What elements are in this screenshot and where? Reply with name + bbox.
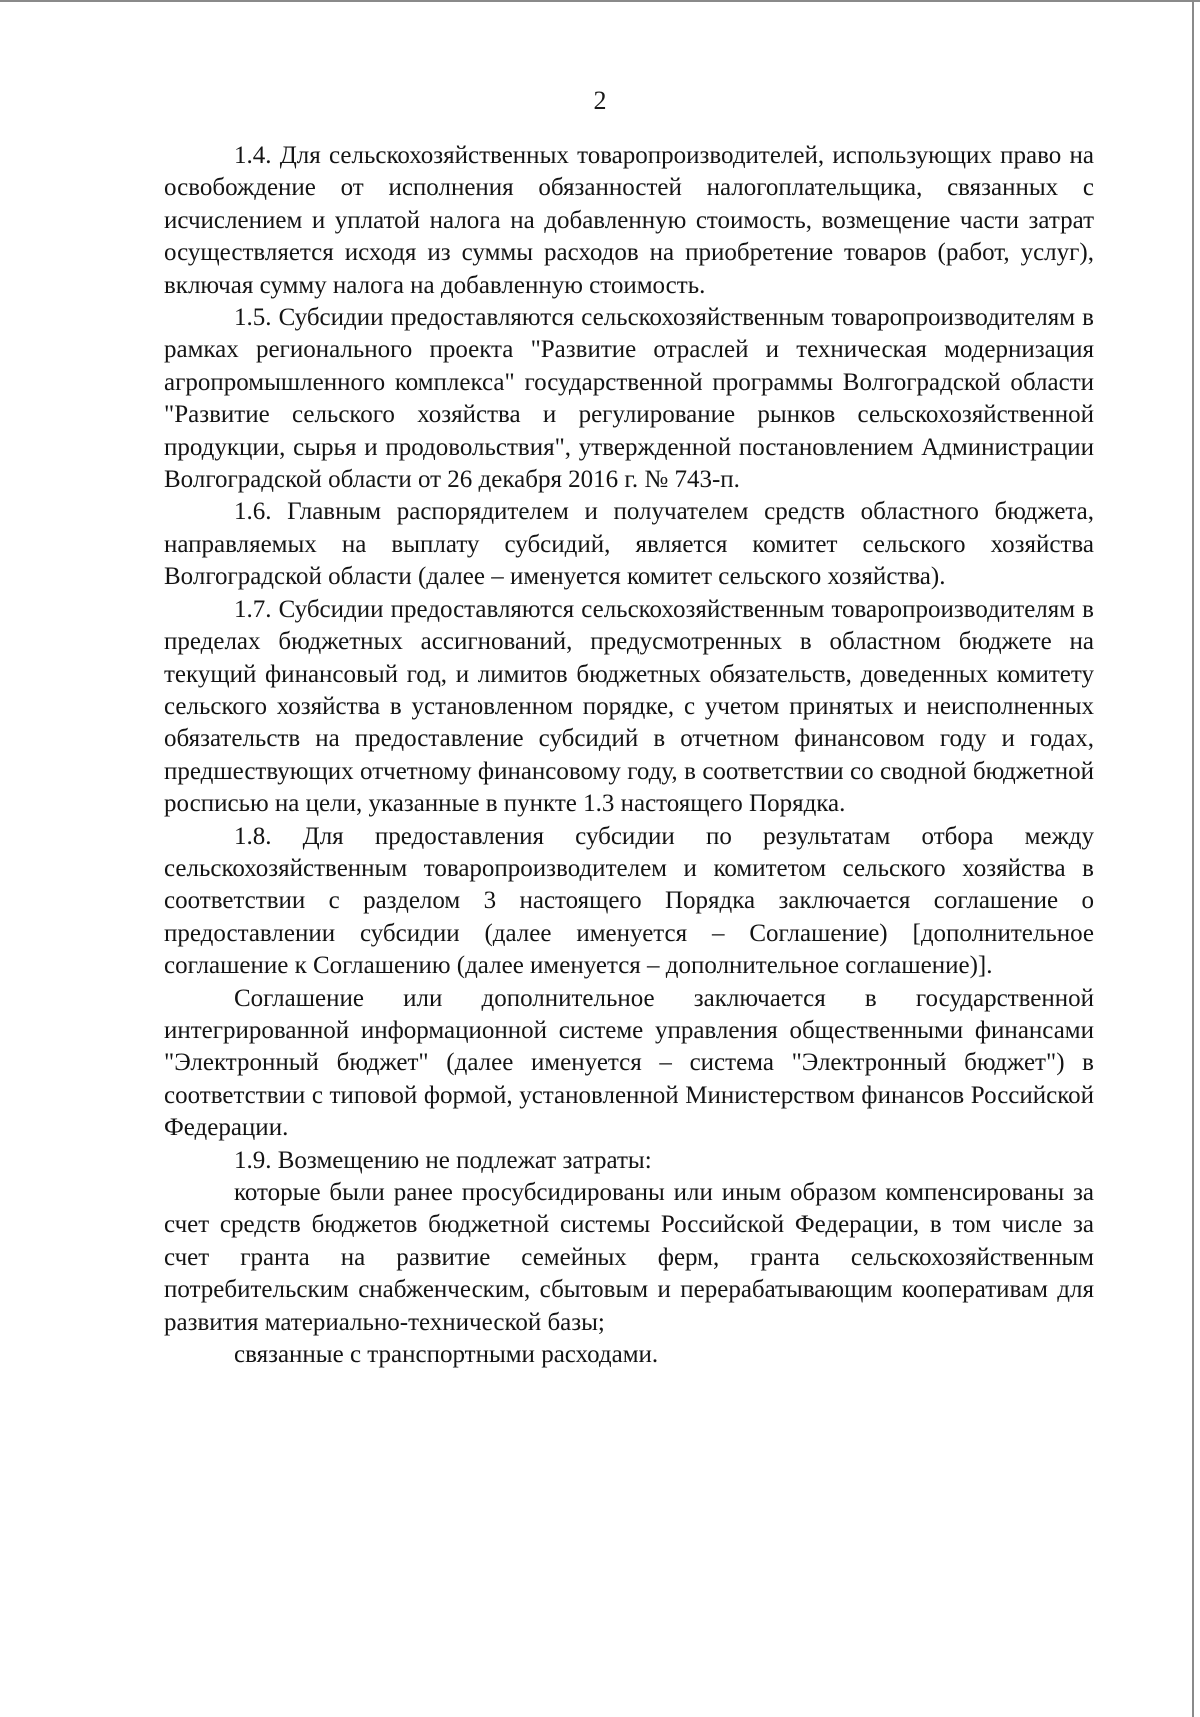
paragraph-1-7: 1.7. Субсидии предоставляются сельскохозяйственным товаропроизводителям в пределах бюджетных ассигнований, предусмотренных в областном бюджете на текущий финансовый год, и лимитов бюджетных обязательств, доведенных комитету сельского хозяйства в установленном порядке, с учетом принятых и неисполненных обязательств на предоставление субсидий в отчетном финансовом году и годах, предшествующих отчетному финансовому году, в соответствии со сводной бюджетной росписью на цели, указанные в пункте 1.3 настоящего Порядка.	[164, 595, 1094, 818]
paragraph-1-4: 1.4. Для сельскохозяйственных товаропроизводителей, использующих право на освобождение от исполнения обязанностей налогоплательщика, связанных с исчислением и уплатой налога на добавленную стоимость, возмещение части затрат осуществляется исходя из суммы расходов на приобретение товаров (работ, услуг), включая сумму налога на добавленную стоимость.	[164, 142, 1094, 299]
scan-top-edge	[0, 0, 1200, 2]
page-number: 2	[593, 86, 607, 115]
paragraph-subsidized-costs: которые были ранее просубсидированы или иным образом компенсированы за счет средств бюджетов бюджетной системы Российской Федерации, в том числе за счет гранта на развитие семейных ферм, гранта сельскохозяйственным потребительским снабженческим, сбытовым и перерабатывающим кооперативам для развития материально-технической базы;	[164, 1179, 1094, 1336]
paragraph-1-6: 1.6. Главным распорядителем и получателем средств областного бюджета, направляемых на выплату субсидий, является комитет сельского хозяйства Волгоградской области (далее – именуется комитет сельского хозяйства).	[164, 498, 1094, 591]
document-body	[164, 140, 1094, 1371]
paragraph-agreement: Соглашение или дополнительное заключается в государственной интегрированной информационной системе управления общественными финансами "Электронный бюджет" (далее именуется – система "Электронный бюджет") в соответствии с типовой формой, установленной Министерством финансов Российской Федерации.	[164, 984, 1094, 1142]
paragraph-1-5: 1.5. Субсидии предоставляются сельскохозяйственным товаропроизводителям в рамках регионального проекта "Развитие отраслей и техническая модернизация агропромышленного комплекса" государственной программы Волгоградской области "Развитие сельского хозяйства и регулирование рынков сельскохозяйственной продукции, сырья и продовольствия", утвержденной постановлением Администрации Волгоградской области от 26 декабря 2016 г. № 743-п.	[164, 304, 1094, 494]
paragraph-transport-costs: связанные с транспортными расходами.	[234, 1341, 659, 1369]
scan-right-edge	[1192, 0, 1194, 1717]
paragraph-1-9: 1.9. Возмещению не подлежат затраты:	[234, 1146, 652, 1174]
paragraph-1-8: 1.8. Для предоставления субсидии по результатам отбора между сельскохозяйственным товаропроизводителем и комитетом сельского хозяйства в соответствии с разделом 3 настоящего Порядка заключается соглашение о предоставлении субсидии (далее именуется – Соглашение) [дополнительное соглашение к Соглашению (далее именуется – дополнительное соглашение)].	[164, 822, 1094, 980]
